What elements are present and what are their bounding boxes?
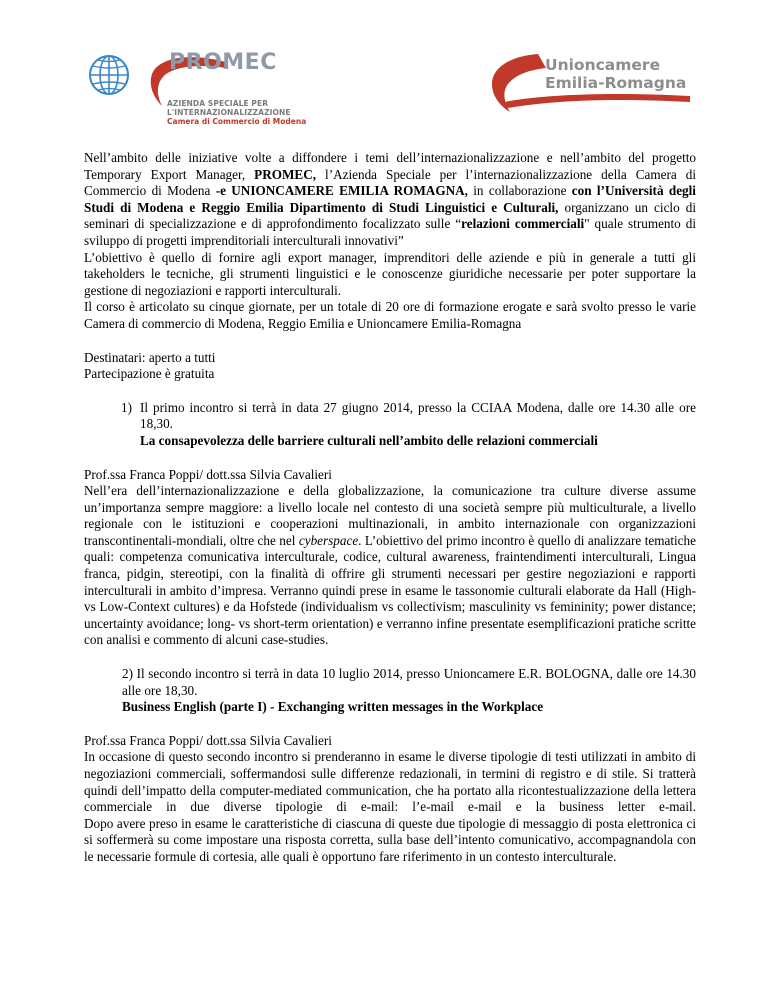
destinatari-line: Destinatari: aperto a tutti xyxy=(84,349,216,365)
intro-paragraph-1 xyxy=(84,150,696,250)
unioncamere-logo-line-1: Unioncamere xyxy=(545,56,661,74)
unioncamere-name: -e UNIONCAMERE EMILIA ROMAGNA, xyxy=(215,183,468,199)
cyberspace-term: cyberspace xyxy=(298,532,359,548)
meeting-2-title: Business English (parte I) - Exchanging written messages in the Workplace xyxy=(122,699,544,715)
intro-text: Nell’ambito delle iniziative volte a diffondere i temi dell’internazionalizzazione e nell’ambito del progetto Temporary Export Manager, xyxy=(84,150,696,182)
meeting-2-details: 2) Il secondo incontro si terrà in data 10 luglio 2014, presso Unioncamere E.R. BOLOGNA, dalle ore 14.30 alle ore 18,30. xyxy=(122,666,696,698)
meeting-2-description-2: Dopo avere preso in esame le caratteristiche di ciascuna di queste due tipologie di messaggio di posta elettronica ci si soffermerà su come impostare una risposta corretta, sulla base dell’intento comunicativo, accompagnandola con le necessarie formule di cortesia, alle quali è opportuno fare riferimento in un contesto interculturale. xyxy=(84,815,696,864)
intro-text: l’Azienda Speciale per l’internazionalizzazione della Camera di Commercio di Modena xyxy=(84,166,696,199)
unioncamere-logo-line-2: Emilia-Romagna xyxy=(545,74,687,92)
partecipazione-line: Partecipazione è gratuita xyxy=(84,366,215,382)
meeting-1-item xyxy=(84,400,696,450)
globe-icon xyxy=(88,54,130,96)
intro-paragraph-3: Il corso è articolato su cinque giornate, per un totale di 20 ore di formazione erogate e sarà svolto presso le varie Camera di commercio di Modena, Reggio Emilia e Unioncamere Emilia-Romagna xyxy=(84,299,696,331)
meeting-1-number: 1) xyxy=(121,399,132,415)
promec-logo-subtitle-1: AZIENDA SPECIALE PER xyxy=(167,99,269,108)
meeting-1-details: Il primo incontro si terrà in data 27 giugno 2014, presso la CCIAA Modena, dalle ore 14.30 alle ore 18,30. xyxy=(140,399,696,432)
intro-text: in collaborazione xyxy=(467,183,572,199)
meeting-2-speakers: Prof.ssa Franca Poppi/ dott.ssa Silvia Cavalieri xyxy=(84,732,332,748)
meeting-1-desc-text: . L’obiettivo del primo incontro è quello di analizzare tematiche quali: competenza comunicativa interculturale, codice, cultural awareness, fraintendimenti interculturali, Lingua franca, pidgin, stereotipi, con la finalità di offrire gli strumenti necessari per gestire negoziazioni e rapporti interculturali in ambito d’impresa. Verranno quindi prese in esame le tassonomie culturali elaborate da Hall (High- vs Low-Context cultures) e da Hofstede (individualism vs collectivism; masculinity vs femininity; power distance; uncertainty avoidance; long- vs short-term orientation) e verranno infine presentate esemplificazioni pratiche scritte con analisi e commento di alcuni case-studies. xyxy=(84,532,696,648)
document-body xyxy=(84,150,696,866)
meeting-2-description-1: In occasione di questo secondo incontro si prenderanno in esame le diverse tipologie di testi utilizzati in ambito di negoziazioni commerciali, soffermandosi sulle differenze redazionali, in termini di registro e di stile. Si tratterà quindi dell’impatto della computer-mediated communication, che ha portato alla ricontestualizzazione della lettera commerciale in due diverse tipologie di e-mail: l’e-mail e-mail e la business letter e-mail. xyxy=(84,749,696,815)
promec-logo-subtitle-3: Camera di Commercio di Modena xyxy=(167,117,307,126)
meeting-1-description xyxy=(84,483,696,649)
intro-text: organizzano un ciclo di seminari di specializzazione e di approfondimento focalizzato sulle “ xyxy=(84,199,696,232)
meeting-1-title: La consapevolezza delle barriere culturali nell’ambito delle relazioni commerciali xyxy=(140,432,598,448)
relazioni-commerciali: relazioni commerciali xyxy=(461,216,585,232)
meeting-2-item xyxy=(84,666,696,716)
promec-logo xyxy=(86,44,326,139)
intro-paragraph-2: L’obiettivo è quello di fornire agli export manager, imprenditori delle aziende e più in generale a tutti gli takeholders le tecniche, gli strumenti linguistici e le conoscenze giuridiche necessarie per poter supportare la gestione di negoziazioni e rapporti interculturali. xyxy=(84,249,696,298)
promec-name: PROMEC, xyxy=(254,166,317,182)
unioncamere-logo xyxy=(486,50,691,114)
meeting-1-speakers: Prof.ssa Franca Poppi/ dott.ssa Silvia Cavalieri xyxy=(84,466,332,482)
promec-logo-subtitle-2: L'INTERNAZIONALIZZAZIONE xyxy=(167,108,291,117)
intro-text: " quale strumento di sviluppo di progetti imprenditoriali interculturali innovativi” xyxy=(84,216,696,248)
meeting-1-desc-text: Nell’era dell’internazionalizzazione e della globalizzazione, la comunicazione tra culture diverse assume un’importanza sempre maggiore: a livello locale nel contesto di una società sempre più multiculturale, a livello regionale con le istituzioni e cooperazioni multinazionali, in ambito internazionale con organizzazioni transcontinentali-mondiali, oltre che nel xyxy=(84,483,696,548)
promec-logo-name: PROMEC xyxy=(169,50,277,75)
university-name: con l’Università degli Studi di Modena e Reggio Emilia Dipartimento di Studi Linguistici e Culturali, xyxy=(84,183,696,215)
